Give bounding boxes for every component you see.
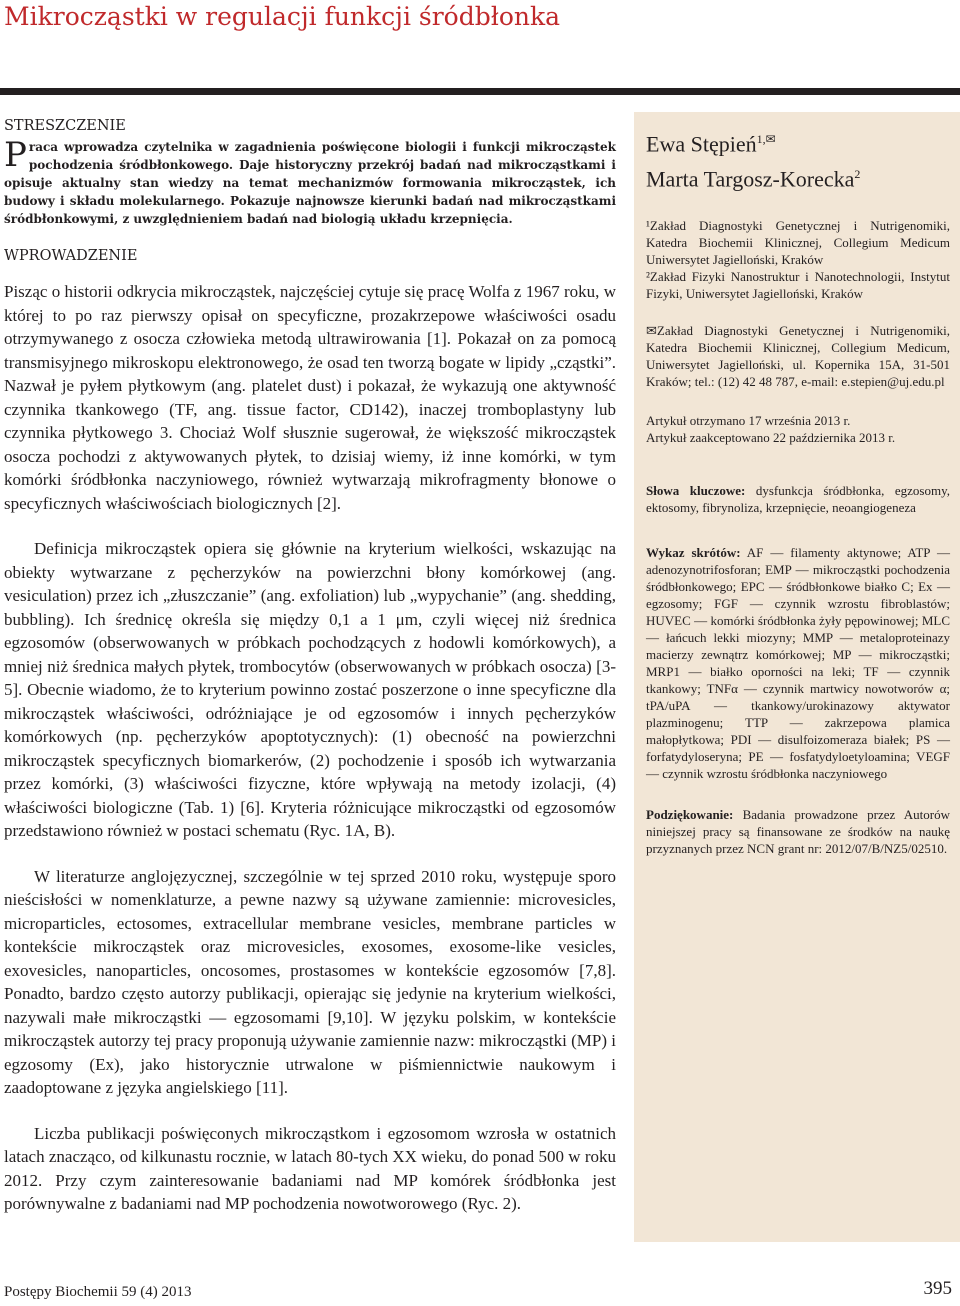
article-title: Mikrocząstki w regulacji funkcji śródbłonka (4, 2, 561, 31)
affiliations (646, 217, 950, 302)
correspondence-text: Zakład Diagnostyki Genetycznej i Nutrigenomiki, Katedra Biochemii Klinicznej, Collegium Medicum, Uniwersytet Jagielloński, ul. Kopernika 15A, 31-501 Kraków; tel.: (12) 42 48 787, e-mail: e.stepien@uj.edu.pl (646, 322, 950, 389)
envelope-icon: ✉ (646, 322, 657, 338)
page-number: 395 (923, 1278, 952, 1299)
paragraph-3: W literaturze anglojęzycznej, szczególnie w tej sprzed 2010 roku, występuje sporo nieścisłości w nomenklaturze, a pewne nazwy są używane zamiennie: microvesicles, microparticles, ectosomes, extracellular membrane vesicles, membrane particles w kontekście mikrocząstek oraz microvesicles, exosomes, exosome-like vesicles, exovesicles, nanoparticles, oncosomes, prostasomes w kontekście egzosomów [7,8]. Ponadto, bardzo często autorzy publikacji, opierając się jedynie na kryterium wielkości, nazywali małe mikrocząstki — egzosomami [9,10]. W języku polskim, w kontekście mikrocząstek autorzy tej pracy proponują używanie zamiennie nazw: mikrocząstki (MP) i egzosomy (Ex), jako historycznie utrwalone w piśmiennictwie naukowym i zaadoptowane z języka angielskiego [11]. (4, 866, 616, 1097)
dates (646, 412, 950, 446)
author-2-sup: 2 (854, 167, 861, 182)
title-divider (0, 88, 960, 95)
correspondence (646, 322, 950, 390)
abstract-text-block (4, 135, 616, 228)
accepted-date: Artykuł zaakceptowano 22 października 2013 r. (646, 429, 896, 445)
authors (646, 124, 950, 195)
acknowledgement-text: Badania prowadzone przez Autorów niniejszej pracy są finansowane ze środków na naukę przyznanych przez NCN grant nr: 2012/07/B/NZ5/02510. (646, 806, 951, 856)
sidebar (634, 112, 960, 1242)
received-date: Artykuł otrzymano 17 września 2013 r. (646, 412, 851, 428)
abbreviations-text: AF — filamenty aktynowe; ATP — adenozynotrifosforan; EMP — mikrocząstki pochodzenia śródbłonkowego; EPC — śródbłonkowe białko C; Ex — egzosomy; FGF — czynnik wzrostu fibroblastów; HUVEC — komórki śródbłonka żyły pępowinowej; MLC — łańcuch lekki miozyny; MMP — metaloproteinazy macierzy zewnątrz komórkowej; MP — mikrocząstki; MRP1 — białko oporności na leki; TF — czynnik tkankowy; TNFα — czynnik martwicy nowotworów α; tPA/uPA — tkankowy/urokinazowy aktywator plazminogenu; TTP — zakrzepowa plamica małopłytkowa; PDI — disulfoizomeraza białek; PS — forfatydyloseryna; PE — fosfatydyloetyloamina; VEGF — czynnik wzrostu śródbłonka naczyniowego (646, 544, 950, 781)
abstract-text: raca wprowadza czytelnika w zagadnienia poświęcone biologii i funkcji mikrocząstek pochodzenia śródbłonkowego. Daje historyczny przekrój badań nad mikrocząstkami i opisuje aktualny stan wiedzy na temat mechanizmów formowania mikrocząstek, ich budowy i składu molekularnego. Pokazuje najnowsze kierunki badań nad mikrocząstkami śródbłonkowymi, z uwzględnieniem badań nad biologią układu krzepnięcia. (4, 140, 616, 226)
author-2-name: Marta Targosz-Korecka (646, 166, 855, 192)
affiliation-1: ¹Zakład Diagnostyki Genetycznej i Nutrigenomiki, Katedra Biochemii Klinicznej, Collegium Medicum Uniwersytet Jagielloński, Kraków (646, 217, 950, 267)
author-2 (646, 159, 950, 194)
author-1 (646, 124, 950, 159)
main-column (4, 118, 616, 1216)
acknowledgement (646, 806, 950, 857)
keywords-text: dysfunkcja śródbłonka, egzosomy, ektosomy, fibrynoliza, krzepnięcie, neoangiogeneza (646, 482, 950, 515)
author-1-sup: 1, (756, 132, 766, 146)
keywords (646, 482, 950, 516)
envelope-icon: ✉ (765, 132, 776, 146)
acknowledgement-label: Podziękowanie: (646, 806, 734, 822)
abstract-heading: STRESZCZENIE (4, 118, 126, 134)
keywords-label: Słowa kluczowe: (646, 482, 746, 498)
affiliation-2: ²Zakład Fizyki Nanostruktur i Nanotechnologii, Instytut Fizyki, Uniwersytet Jagielloński, Kraków (646, 268, 950, 301)
abbreviations-label: Wykaz skrótów: (646, 544, 741, 560)
paragraph-1: Pisząc o historii odkrycia mikrocząstek, najczęściej cytuje się pracę Wolfa z 1967 roku, w której to po raz pierwszy opisał on specyficzne, prozakrzepowe właściwości osadu otrzymywanego z osocza człowieka metodą ultrawirowania [1]. Pokazał on za pomocą transmisyjnego mikroskopu elektronowego, że osad ten tworzą bogate w lipidy „cząstki”. Nazwał je pyłem płytkowym (ang. platelet dust) i pokazał, że wykazują one aktywność czynnika tkankowego (TF, ang. tissue factor, CD142), inaczej tromboplastyny lub czynnika płytkowego 3. Chociaż Wolf słusznie sugerował, że większość mikrocząstek osocza pochodzi z aktywowanych płytek, to dzisiaj wiemy, iż inne komórki, w tym komórki śródbłonka naczyniowego, również wytwarzają mikrofragmenty błonowe o specyficznych właściwościach biologicznych [2]. (4, 282, 616, 513)
paragraph-4: Liczba publikacji poświęconych mikrocząstkom i egzosomom wzrosła w ostatnich latach znacząco, od kilkunastu rocznie, w latach 80-tych XX wieku, do ponad 500 w roku 2012. Przy czym zainteresowanie badaniami nad MP komórek śródbłonka jest porównywalne z badaniami nad MP pochodzenia nowotworowego (Ryc. 2). (4, 1123, 616, 1213)
paragraph-2: Definicja mikrocząstek opiera się głównie na kryterium wielkości, wskazując na obiekty wytwarzane z pęcherzyków na powierzchni błony komórkowej (ang. vesiculation) przez ich „złuszczanie” (ang. exfoliation) lub „wypychanie” (ang. shedding, bubbling). Ich średnicę określa się między 0,1 a 1 μm, czyli więcej niż średnica egzosomów (obserwowanych w próbkach pochodzących z hodowli komórkowych), a mniej niż średnica małych płytek, trombocytów (obserwowanych w próbkach osocza) [3-5]. Obecnie wiadomo, że to kryterium powinno zostać poszerzone o inne specyficzne dla mikrocząstek właściwości, odróżniające je od egzosomów i innych pęcherzyków komórkowych (np. pęcherzyków apoptotycznych): (1) obecność na powierzchni mikrocząstek specyficznych biomarkerów, (2) pochodzenie i sposób ich wytwarzania przez komórki, (3) właściwości fizyczne, które wpływają na metody izolacji, (4) właściwości biologiczne (Tab. 1) [6]. Kryteria różnicujące mikrocząstki od egzosomów przedstawiono również w postaci schematu (Ryc. 1A, B). (4, 539, 616, 840)
drop-cap: P (4, 135, 27, 175)
journal-footer: Postępy Biochemii 59 (4) 2013 (4, 1284, 192, 1300)
author-1-name: Ewa Stępień (646, 131, 757, 157)
intro-heading: WPROWADZENIE (4, 248, 138, 264)
abbreviations (646, 544, 950, 782)
